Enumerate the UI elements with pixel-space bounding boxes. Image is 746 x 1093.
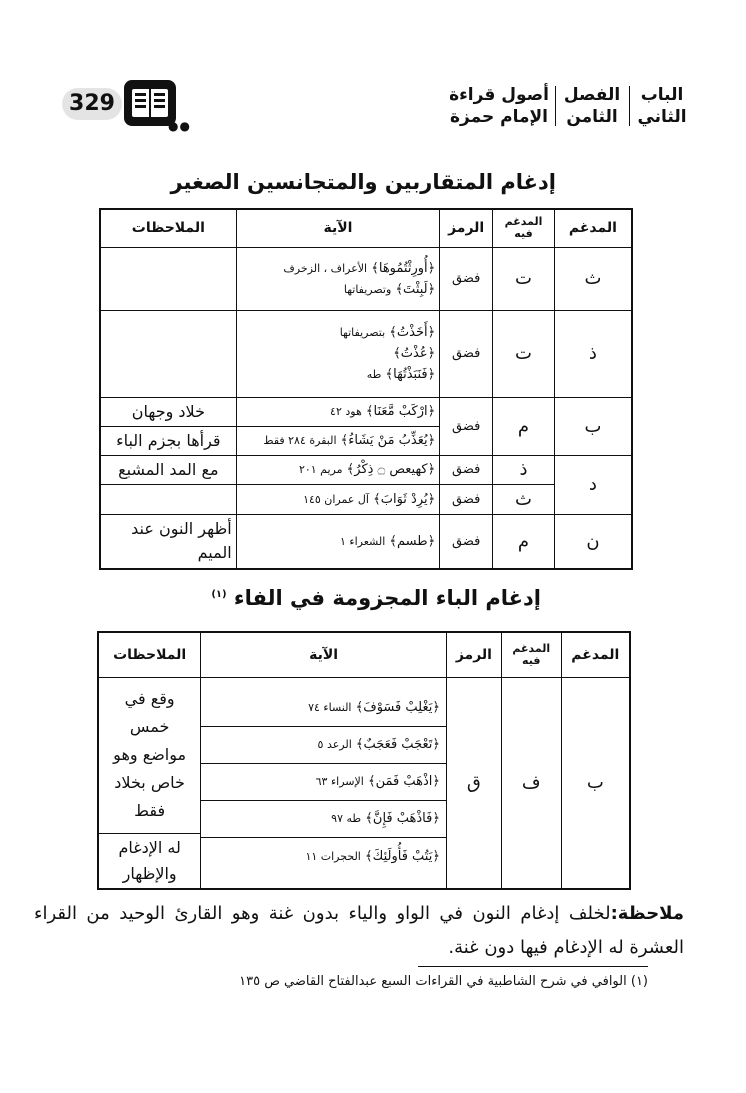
header-notes: الملاحظات (100, 209, 236, 247)
header-section-value: الثامن (566, 107, 618, 127)
ayah-text: ﴿لَبِثْتَ﴾ (395, 281, 436, 297)
ayah-ref: هود ٤٢ (330, 405, 362, 418)
ayah-text: ﴿طسم﴾ (389, 533, 436, 549)
header-book-title-2: الإمام حمزة (449, 107, 549, 127)
cell-mudgham: د (554, 455, 632, 514)
ayah-ref: الأعراف ، الزخرف (283, 261, 368, 275)
cell-ayah (201, 677, 447, 889)
cell-symbol: فضق (440, 247, 493, 310)
ayah-ref: الشعراء ١ (340, 534, 386, 548)
cell-ayah (236, 247, 440, 310)
ayah-text: ﴿أَخَذْتُ﴾ (389, 325, 436, 340)
header-symbol: الرمز (446, 632, 501, 677)
ayah-text: ﴿يَغْلِبْ فَسَوْفَ﴾ (355, 699, 440, 715)
remark-label: ملاحظة: (610, 903, 684, 924)
header-section (562, 84, 622, 128)
header-book-title-1: أصول قراءة (449, 85, 549, 105)
remark-paragraph (34, 897, 684, 965)
table-row (100, 397, 632, 426)
header-divider (629, 86, 631, 126)
ayah-ref: الرعد ٥ (317, 737, 352, 751)
ayah-text: ﴿فَنَبَذْتُهَا﴾ (385, 367, 436, 382)
section2-title-text: إدغام الباء المجزومة في الفاء (233, 586, 541, 610)
cell-notes (100, 484, 236, 514)
ayah-text: ﴿ارْكَبْ مَّعَنَا﴾ (365, 404, 436, 419)
ayah-text: ﴿عُذْتُ﴾ (393, 346, 436, 361)
ayah-text: ﴿يَتُبْ فَأُولَئِكَ﴾ (365, 848, 440, 864)
ayah-text: ﴿يُعَذِّبُ مَنْ يَشَاءُ﴾ (340, 433, 436, 448)
cell-notes: مع المد المشبع (100, 455, 236, 484)
header-notes: الملاحظات (98, 632, 201, 677)
table-row (98, 677, 630, 833)
cell-mudgham-fih: م (493, 514, 555, 569)
cell-ayah (236, 484, 440, 514)
section1-title: إدغام المتقاربين والمتجانسين الصغير (170, 170, 556, 194)
cell-notes (100, 247, 236, 310)
cell-symbol: ق (446, 677, 501, 889)
cell-symbol: فضق (440, 514, 493, 569)
page-number: 329 (62, 88, 122, 120)
cell-ayah (236, 310, 440, 397)
ayah-ref: مريم ٢٠١ (298, 463, 343, 476)
cell-symbol: فضق (440, 310, 493, 397)
ayah-text: ﴿فَاذْهَبْ فَإِنَّ﴾ (365, 810, 440, 826)
table-header-row (100, 209, 632, 247)
header-mudgham-fih: المدغم فيه (493, 209, 555, 247)
header-chapter (636, 84, 688, 128)
remark-text: لخلف إدغام النون في الواو والياء بدون غنة وهو القارئ الوحيد من القراء العشرة له الإدغام فيها دون غنة. (34, 903, 684, 958)
table-row (100, 455, 632, 484)
header-chapter-value: الثاني (637, 107, 687, 127)
header-divider (555, 86, 557, 126)
cell-mudgham: ث (554, 247, 632, 310)
cell-symbol: فضق (440, 484, 493, 514)
ayah-ref: وتصريفاتها (343, 282, 392, 296)
table-2 (97, 631, 631, 890)
cell-ayah (236, 397, 440, 426)
footnote-divider (418, 966, 648, 967)
ayah-text: ﴿اذْهَبْ فَمَن﴾ (367, 773, 440, 789)
table-header-row (98, 632, 630, 677)
cell-mudgham: ب (561, 677, 630, 889)
header-mudgham-fih: المدغم فيه (501, 632, 561, 677)
ayah-ref: البقرة ٢٨٤ فقط (263, 434, 337, 447)
cell-notes (100, 310, 236, 397)
header-symbol: الرمز (440, 209, 493, 247)
cell-symbol: فضق (440, 455, 493, 484)
dots-icon: ●● (168, 119, 191, 133)
cell-ayah (236, 426, 440, 455)
cell-mudgham-fih: ذ (493, 455, 555, 484)
ayah-text: ﴿يُرِدْ ثَوَابَ﴾ (373, 491, 436, 507)
ayah-ref: النساء ٧٤ (308, 700, 352, 714)
section2-title (211, 586, 541, 610)
cell-notes: له الإدغام والإظهار (98, 833, 201, 889)
ayah-ref: آل عمران ١٤٥ (303, 492, 369, 506)
ayah-text: ﴿أُورِثْتُمُوهَا﴾ (371, 260, 436, 276)
header-section-label: الفصل (563, 85, 621, 105)
table-row (100, 310, 632, 397)
cell-mudgham: ذ (554, 310, 632, 397)
ayah-ref: طه ٩٧ (331, 811, 362, 825)
ayah-text: ﴿كهيعص ۝ ذِكْرُ﴾ (346, 462, 436, 477)
ayah-ref: طه (366, 368, 382, 381)
cell-notes: وقع في خمس مواضع وهو خاص بخلاد فقط (98, 677, 201, 833)
footnote: (١) الوافي في شرح الشاطبية في القراءات السبع عبدالفتاح القاضي ص ١٣٥ (239, 974, 648, 989)
cell-notes: أظهر النون عند الميم (100, 514, 236, 569)
header-mudgham: المدغم (554, 209, 632, 247)
header-chapter-label: الباب (640, 85, 684, 105)
cell-mudgham: ن (554, 514, 632, 569)
footnote-marker: (١) (211, 589, 227, 600)
header-ayah: الآية (201, 632, 447, 677)
cell-mudgham-fih: م (493, 397, 555, 455)
table-row (100, 514, 632, 569)
cell-mudgham-fih: ت (493, 247, 555, 310)
ayah-ref: الإسراء ٦٣ (315, 774, 364, 788)
cell-mudgham: ب (554, 397, 632, 455)
cell-mudgham-fih: ت (493, 310, 555, 397)
ayah-ref: الحجرات ١١ (305, 849, 361, 863)
cell-mudgham-fih: ف (501, 677, 561, 889)
ayah-ref: بتصريفاتها (339, 326, 386, 339)
cell-symbol: فضق (440, 397, 493, 455)
header-book-title (448, 84, 550, 128)
cell-mudgham-fih: ث (493, 484, 555, 514)
table-row (100, 484, 632, 514)
table-1 (99, 208, 633, 570)
header-ayah: الآية (236, 209, 440, 247)
cell-ayah (236, 455, 440, 484)
header-mudgham: المدغم (561, 632, 630, 677)
table-row (100, 247, 632, 310)
cell-notes: خلاد وجهان (100, 397, 236, 426)
cell-ayah (236, 514, 440, 569)
ayah-text: ﴿تَعْجَبْ فَعَجَبٌ﴾ (355, 736, 440, 752)
cell-notes: قرأها بجزم الباء (100, 426, 236, 455)
